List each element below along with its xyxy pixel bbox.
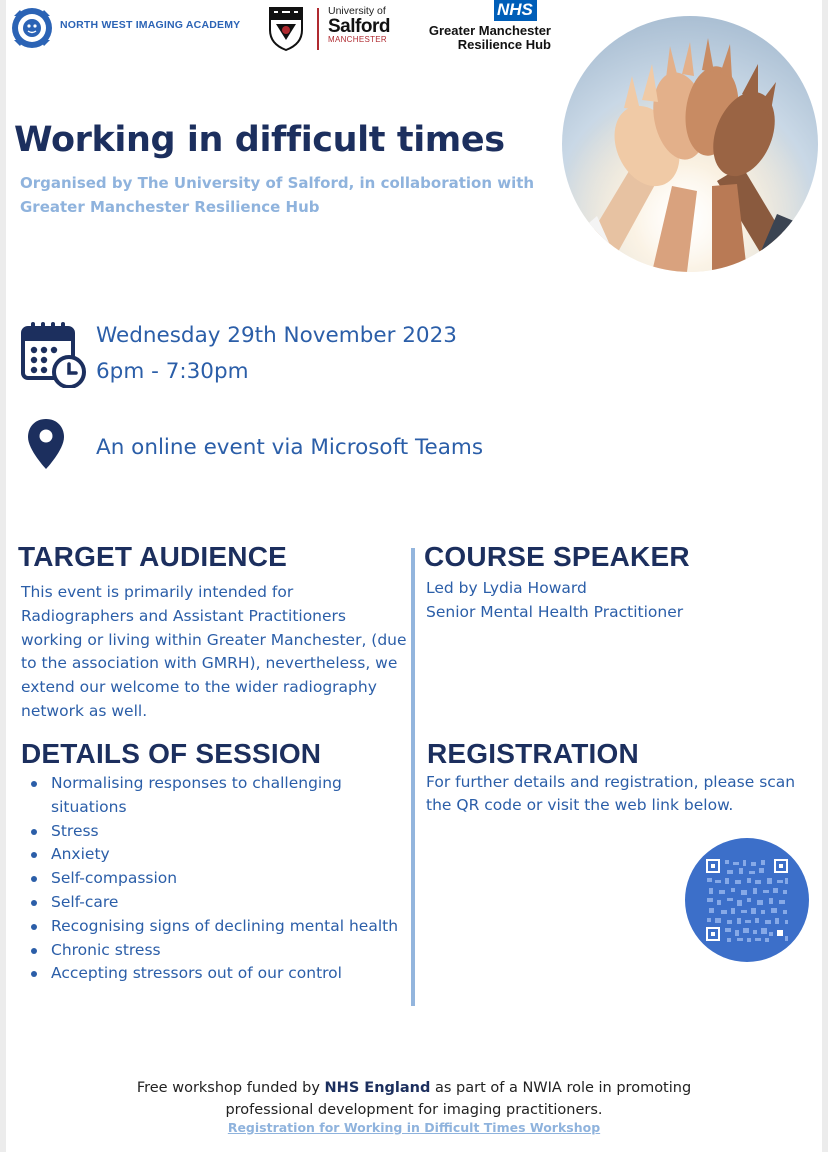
bullet-icon	[31, 781, 37, 787]
list-item	[30, 939, 400, 963]
registration-heading: REGISTRATION	[427, 738, 639, 769]
footer-line1-pre: Free workshop funded by	[136, 1080, 325, 1096]
column-divider	[411, 548, 415, 1006]
bullet-icon	[31, 876, 37, 882]
footer-line1-post: as part of a NWIA role in promoting	[430, 1080, 692, 1096]
qr-code-icon	[685, 838, 809, 962]
target-audience-text: This event is primarily intended for Radiographers and Assistant Practitioners working or living within Greater Manchester, (due to the association with GMRH), nevertheless, we extend our welcome to the wider radiography network as well.	[21, 583, 407, 720]
list-item	[30, 891, 400, 915]
qr-code[interactable]	[685, 838, 809, 962]
course-speaker-text	[426, 577, 816, 625]
speaker-role: Senior Mental Health Practitioner	[426, 602, 684, 621]
hub-line1: Greater Manchester	[428, 23, 551, 38]
list-item	[30, 772, 400, 820]
event-time: 6pm - 7:30pm	[96, 359, 249, 384]
nhs-logo: NHS	[494, 0, 537, 21]
subtitle: Organised by The University of Salford, in collaboration with Greater Manchester Resilience Hub	[20, 174, 535, 216]
target-audience-heading: TARGET AUDIENCE	[18, 541, 287, 572]
list-item	[30, 867, 400, 891]
bullet-icon	[31, 900, 37, 906]
list-item	[30, 962, 400, 986]
list-item-text: Anxiety	[51, 845, 110, 864]
salford-logo-line3: MANCHESTER	[328, 34, 388, 44]
footer-funder: NHS England	[324, 1080, 431, 1096]
resilience-hub-logo	[401, 24, 551, 53]
list-item	[30, 915, 400, 939]
logo-divider	[317, 8, 319, 50]
academy-name: NORTH WEST IMAGING ACADEMY	[60, 19, 241, 31]
list-item-text: Stress	[51, 821, 99, 840]
salford-logo	[328, 6, 390, 44]
registration-text: For further details and registration, please scan the QR code or visit the web link below.	[426, 773, 796, 814]
bullet-icon	[31, 924, 37, 930]
university-crest-icon	[266, 4, 306, 52]
event-date: Wednesday 29th November 2023	[96, 323, 457, 348]
list-item-text: Self-compassion	[51, 869, 178, 888]
event-flyer	[6, 0, 822, 1152]
list-item-text: Normalising responses to challenging situations	[51, 774, 342, 816]
event-location: An online event via Microsoft Teams	[96, 435, 484, 460]
page-title: Working in difficult times	[14, 120, 505, 160]
salford-logo-line2: Salford	[328, 15, 390, 37]
bullet-icon	[31, 829, 37, 835]
list-item-text: Accepting stressors out of our control	[51, 964, 342, 983]
list-item	[30, 843, 400, 867]
nwia-lion-logo-icon	[10, 6, 54, 50]
hub-line2: Resilience Hub	[457, 37, 551, 53]
bullet-icon	[31, 971, 37, 977]
list-item-text: Self-care	[51, 892, 119, 911]
list-item	[30, 820, 400, 844]
details-list	[30, 772, 400, 986]
calendar-clock-icon	[20, 320, 86, 388]
registration-link[interactable]: Registration for Working in Difficult Times Workshop	[227, 1120, 601, 1135]
high-five-photo	[562, 16, 818, 272]
footer-line2: professional development for imaging practitioners.	[225, 1102, 603, 1118]
raised-hands-illustration	[562, 16, 818, 272]
list-item-text: Chronic stress	[51, 940, 161, 959]
speaker-name: Led by Lydia Howard	[426, 579, 587, 597]
list-item-text: Recognising signs of declining mental health	[51, 916, 399, 935]
details-heading: DETAILS OF SESSION	[21, 738, 322, 769]
footer-line1	[6, 1077, 822, 1099]
location-pin-icon	[27, 418, 65, 470]
footer-text	[6, 1077, 822, 1121]
salford-logo-line1: University of	[328, 5, 386, 17]
course-speaker-heading: COURSE SPEAKER	[424, 541, 690, 572]
bullet-icon	[31, 852, 37, 858]
bullet-icon	[31, 948, 37, 954]
